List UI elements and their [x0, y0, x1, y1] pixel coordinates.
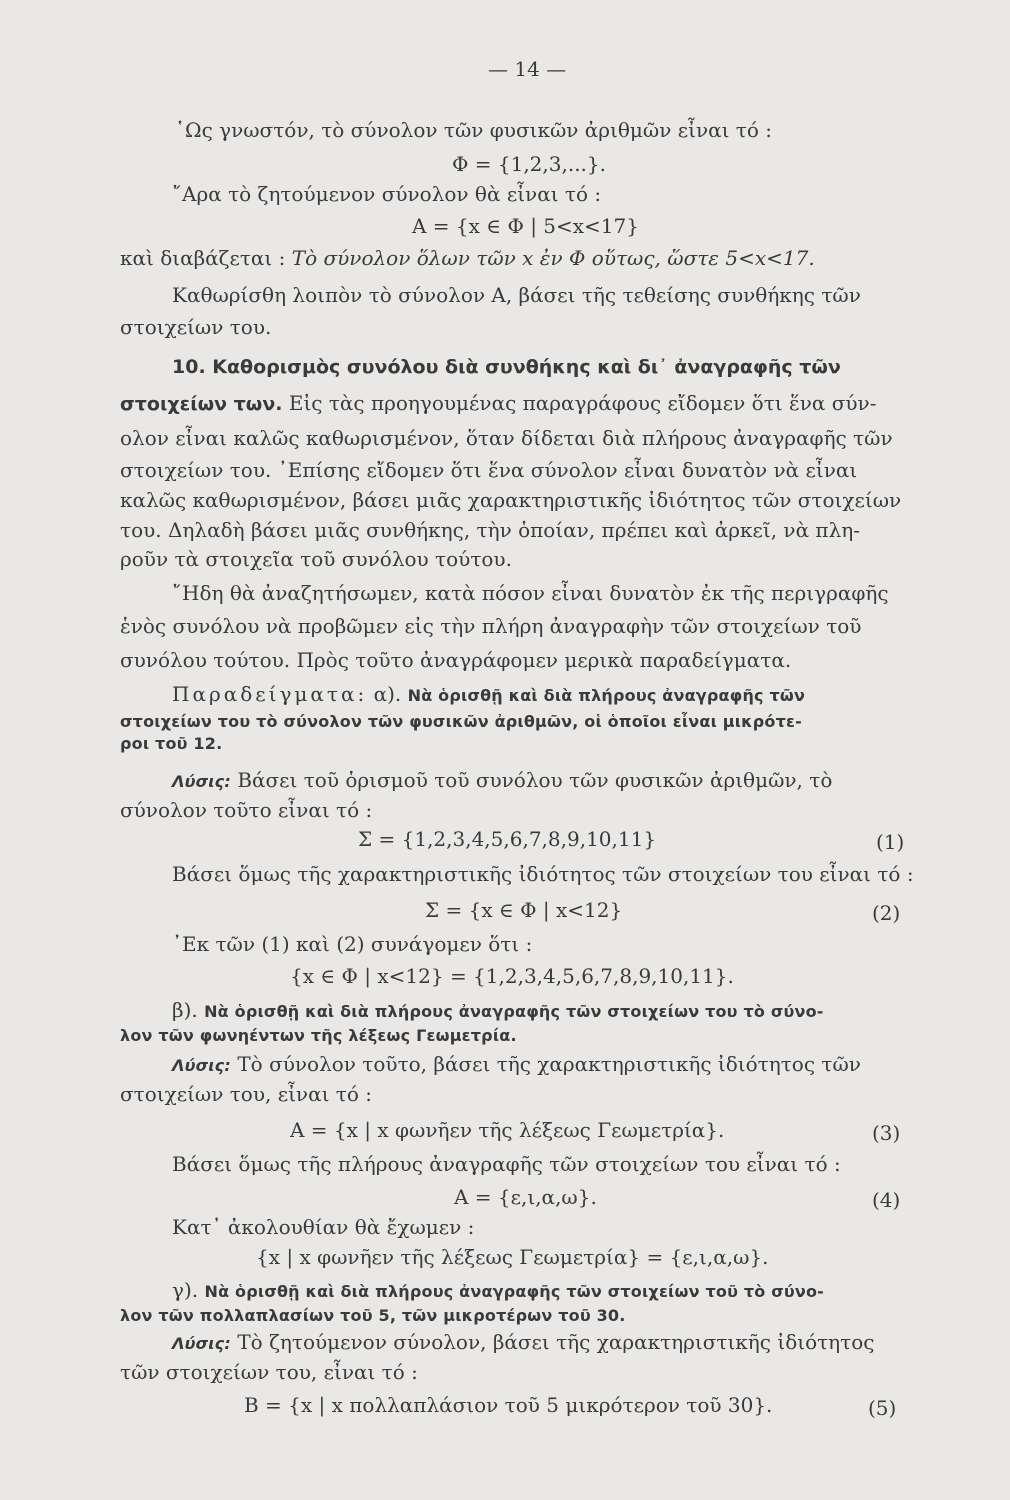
example-statement: Νὰ ὁρισθῇ καὶ διὰ πλήρους ἀναγραφῆς τῶν στοιχείων του τὸ σύνο-	[204, 1002, 824, 1021]
example-statement: Νὰ ὁρισθῇ καὶ διὰ πλήρους ἀναγραφῆς τῶν	[407, 686, 806, 705]
text-fragment: Εἰς τὰς προηγουμένας παραγράφους εἴδομεν ὅτι ἕνα σύν-	[282, 391, 877, 415]
example-statement: στοιχείων του τὸ σύνολον τῶν φυσικῶν ἀριθμῶν, οἱ ὁποῖοι εἶναι μικρότε-	[120, 712, 802, 731]
text-line: στοιχείων του. ᾿Επίσης εἴδομεν ὅτι ἕνα σύνολον εἶναι δυνατὸν νὰ εἶναι	[120, 458, 858, 482]
text-line	[120, 389, 876, 418]
text-line: ροῦν τὰ στοιχεῖα τοῦ συνόλου τούτου.	[120, 547, 512, 571]
italic-definition: Τὸ σύνολον ὅλων τῶν x ἐν Φ οὕτως, ὥστε 5<x<17.	[291, 246, 815, 270]
text-line: ἑνὸς συνόλου νὰ προβῶμεν εἰς τὴν πλήρη ἀναγραφὴν τῶν στοιχείων τοῦ	[120, 614, 862, 638]
text-line	[172, 1050, 861, 1080]
text-line: συνόλου τούτου. Πρὸς τοῦτο ἀναγράφομεν μερικὰ παραδείγματα.	[120, 648, 792, 672]
text-line: ολον εἶναι καλῶς καθωρισμένον, ὅταν δίδεται διὰ πλήρους ἀναγραφῆς τῶν	[120, 426, 893, 450]
text-fragment: Τὸ ζητούμενον σύνολον, βάσει τῆς χαρακτηριστικῆς ἰδιότητος	[230, 1330, 875, 1354]
text-line: ῎Ηδη θὰ ἀναζητήσωμεν, κατὰ πόσον εἶναι δυνατὸν ἐκ τῆς περιγραφῆς	[172, 581, 889, 605]
text-line: ῎Αρα τὸ ζητούμενον σύνολον θὰ εἶναι τό :	[172, 182, 602, 206]
text-line: καλῶς καθωρισμένον, βάσει μιᾶς χαρακτηριστικῆς ἰδιότητος τῶν στοιχείων	[120, 488, 902, 512]
text-line: του. Δηλαδὴ βάσει μιᾶς συνθήκης, τὴν ὁποίαν, πρέπει καὶ ἀρκεῖ, νὰ πλη-	[120, 518, 860, 542]
text-line: Κατ᾽ ἀκολουθίαν θὰ ἔχωμεν :	[172, 1215, 475, 1239]
text-line: στοιχείων του.	[120, 315, 272, 339]
example-statement: λον τῶν φωνηέντων τῆς λέξεως Γεωμετρία.	[120, 1026, 517, 1045]
page-number: — 14 —	[488, 57, 567, 81]
example-statement: ροι τοῦ 12.	[120, 734, 223, 753]
text-fragment: Βάσει τοῦ ὁρισμοῦ τοῦ συνόλου τῶν φυσικῶν ἀριθμῶν, τὸ	[230, 768, 833, 792]
text-line	[172, 766, 832, 796]
solution-label: Λύσις:	[172, 1056, 231, 1075]
text-line: Βάσει ὅμως τῆς πλήρους ἀναγραφῆς τῶν στοιχείων του εἶναι τό :	[172, 1152, 841, 1176]
example-tag: β).	[172, 998, 205, 1022]
examples-label: Παραδείγματα:	[172, 682, 368, 706]
text-line	[120, 244, 815, 272]
equation-number: (2)	[872, 901, 901, 925]
section-heading: 10. Καθορισμὸς συνόλου διὰ συνθήκης καὶ δι᾽ ἀναγραφῆς τῶν	[172, 356, 841, 378]
equation-number: (1)	[876, 830, 905, 854]
text-line: σύνολον τοῦτο εἶναι τό :	[120, 798, 373, 822]
text-line: ῾Ως γνωστόν, τὸ σύνολον τῶν φυσικῶν ἀριθμῶν εἶναι τό :	[175, 118, 773, 142]
equation-number: (4)	[872, 1188, 901, 1212]
example-statement: Νὰ ὁρισθῇ καὶ διὰ πλήρους ἀναγραφῆς τῶν στοιχείων τοῦ τὸ σύνο-	[204, 1282, 825, 1301]
formula: Σ = {1,2,3,4,5,6,7,8,9,10,11}	[358, 827, 657, 851]
text-line: Καθωρίσθη λοιπὸν τὸ σύνολον Α, βάσει τῆς τεθείσης συνθήκης τῶν	[172, 283, 861, 307]
text-line	[172, 680, 805, 710]
formula: {x | x φωνῆεν τῆς λέξεως Γεωμετρία} = {ε,ι,α,ω}.	[256, 1245, 769, 1269]
formula: B = {x | x πολλαπλάσιον τοῦ 5 μικρότερον τοῦ 30}.	[244, 1393, 773, 1417]
text-line: ᾿Εκ τῶν (1) καὶ (2) συνάγομεν ὅτι :	[172, 932, 533, 956]
example-statement: λον τῶν πολλαπλασίων τοῦ 5, τῶν μικροτέρων τοῦ 30.	[120, 1306, 626, 1325]
formula: A = {ε,ι,α,ω}.	[454, 1185, 597, 1209]
section-heading-cont: στοιχείων των.	[120, 393, 283, 415]
text-line: στοιχείων του, εἶναι τό :	[120, 1082, 372, 1106]
formula: A = {x ∈ Φ | 5<x<17}	[412, 214, 639, 238]
example-tag: γ).	[172, 1278, 205, 1302]
formula: {x ∈ Φ | x<12} = {1,2,3,4,5,6,7,8,9,10,11}.	[290, 964, 734, 988]
example-tag: α).	[367, 682, 408, 706]
formula: Φ = {1,2,3,...}.	[452, 152, 606, 176]
formula: A = {x | x φωνῆεν τῆς λέξεως Γεωμετρία}.	[290, 1118, 725, 1142]
solution-label: Λύσις:	[172, 1334, 231, 1353]
text-line: Βάσει ὅμως τῆς χαρακτηριστικῆς ἰδιότητος τῶν στοιχείων του εἶναι τό :	[172, 862, 914, 886]
solution-label: Λύσις:	[172, 772, 231, 791]
text-line: τῶν στοιχείων του, εἶναι τό :	[120, 1360, 418, 1384]
text-fragment: Τὸ σύνολον τοῦτο, βάσει τῆς χαρακτηριστικῆς ἰδιότητος τῶν	[230, 1052, 861, 1076]
formula: Σ = {x ∈ Φ | x<12}	[425, 898, 623, 922]
text-fragment: καὶ διαβάζεται :	[120, 246, 292, 270]
text-line	[172, 1328, 874, 1358]
equation-number: (3)	[872, 1121, 901, 1145]
equation-number: (5)	[868, 1396, 897, 1420]
